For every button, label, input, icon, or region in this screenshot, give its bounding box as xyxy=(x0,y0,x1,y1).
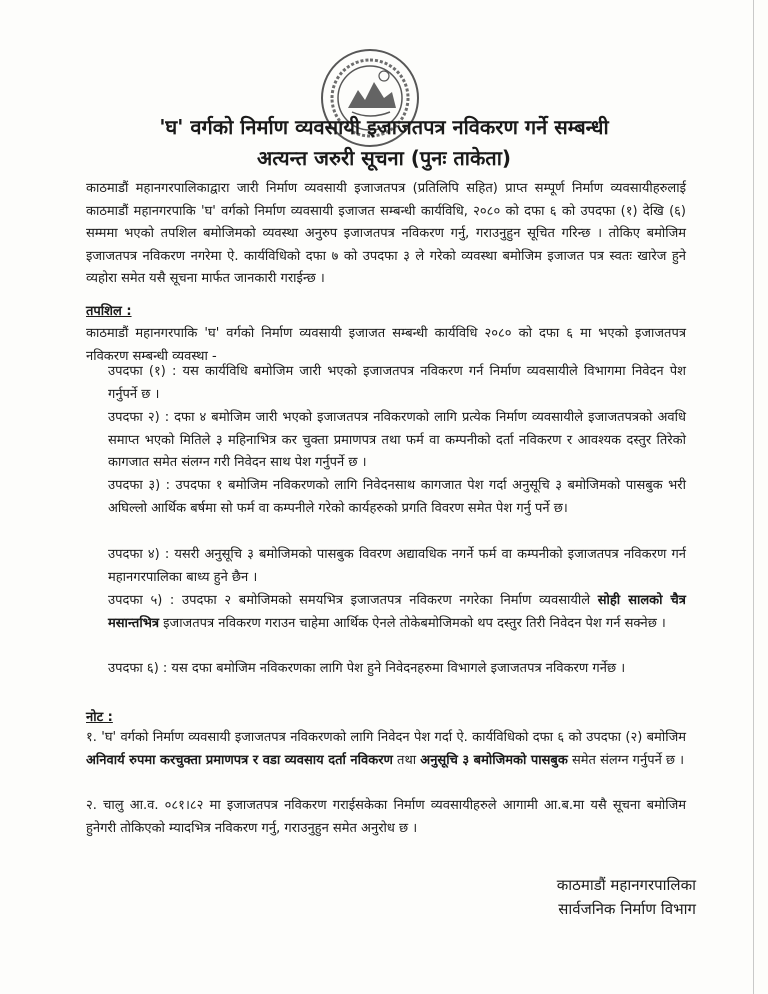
note-heading: नोट : xyxy=(86,710,113,725)
subclause-6: उपदफा ६) : यस दफा बमोजिम नविकरणका लागि पेश हुने निवेदनहरुमा विभागले इजाजतपत्र नविकरण गर्नेछ । xyxy=(108,661,626,676)
subclause-5-text-end: इजाजतपत्र नविकरण गराउन चाहेमा आर्थिक ऐनले तोकेबमोजिमको थप दस्तुर तिरी निवेदन पेश गर्न सक्नेछ । xyxy=(159,615,666,631)
note-1 xyxy=(86,727,686,772)
details-intro: काठमाडौं महानगरपाकि 'घ' वर्गको निर्माण व्यवसायी इजाजत सम्बन्धी कार्यविधि २०८० को दफा ६ मा भएको इजाजतपत्र नविकरण सम्बन्धी व्यवस्था - xyxy=(86,326,686,364)
signature-office: काठमाडौं महानगरपालिका xyxy=(556,876,696,894)
subclause-5-text: उपदफा ५) : उपदफा २ बमोजिमको समयभित्र इजाजतपत्र नविकरण नगरेका निर्माण व्यवसायीले xyxy=(108,593,598,608)
note-1-text: १. 'घ' वर्गको निर्माण व्यवसायी इजाजतपत्र नविकरणको लागि निवेदन पेश गर्दा ऐ. कार्यविधिको दफा ६ को उपदफा (२) बमोजिम xyxy=(86,730,686,745)
details-heading: तपशिल : xyxy=(86,304,132,319)
note-1-passbook: अनुसूचि ३ बमोजिमको पासबुक xyxy=(420,752,568,768)
note-1-required-docs: अनिवार्य रुपमा करचुक्ता प्रमाणपत्र र वडा व्यवसाय दर्ता नविकरण xyxy=(86,752,393,768)
note-1-text-end: समेत संलग्न गर्नुपर्ने छ । xyxy=(567,752,685,768)
note-2: २. चालु आ.व. ०८१।८२ मा इजाजतपत्र नविकरण गराईसकेका निर्माण व्यवसायीहरुले आगामी आ.ब.मा यसै सूचना बमोजिम हुनेगरी तोकिएको म्यादभित्र नविकरण गर्नु, गराउनुहुन समेत अनुरोध छ । xyxy=(86,798,686,836)
note-1-conjunction: तथा xyxy=(392,752,421,768)
subclause-1: उपदफा (१) : यस कार्यविधि बमोजिम जारी भएको इजाजतपत्र नविकरण गर्न निर्माण व्यवसायीले विभागमा निवेदन पेश गर्नुपर्ने छ । xyxy=(108,364,686,402)
subclause-3: उपदफा ३) : उपदफा १ बमोजिम नविकरणको लागि निवेदनसाथ कागजात पेश गर्दा अनुसूचि ३ बमोजिमको पासबुक भरी अघिल्लो आर्थिक बर्षमा सो फर्म वा कम्पनीले गरेको कार्यहरुको प्रगति विवरण समेत पेश गर्नु पर्ने छ। xyxy=(108,478,686,516)
subclause-2: उपदफा २) : दफा ४ बमोजिम जारी भएको इजाजतपत्र नविकरणको लागि प्रत्येक निर्माण व्यवसायीले इजाजतपत्रको अवधि समाप्त भएको मितिले ३ महिनाभित्र कर चुक्ता प्रमाणपत्र तथा फर्म वा कम्पनीको दर्ता नविकरण र आवश्यक दस्तुर तिरेको कागजात समेत संलग्न गरी निवेदन साथ पेश गर्नुपर्ने छ । xyxy=(108,410,686,470)
subclause-5 xyxy=(108,590,686,635)
notice-title-line2: अत्यन्त जरुरी सूचना (पुनः ताकेता) xyxy=(256,146,512,170)
subclause-4: उपदफा ४) : यसरी अनुसूचि ३ बमोजिमको पासबुक विवरण अद्यावधिक नगर्ने फर्म वा कम्पनीको इजाजतपत्र नविकरण गर्न महानगरपालिका बाध्य हुने छैन । xyxy=(108,547,686,585)
notice-title-line1: 'घ' वर्गको निर्माण व्यवसायी इजाजतपत्र नविकरण गर्ने सम्बन्धी xyxy=(159,115,609,139)
signature-department: सार्वजनिक निर्माण विभाग xyxy=(558,900,696,918)
intro-paragraph: काठमाडौं महानगरपालिकाद्वारा जारी निर्माण व्यवसायी इजाजतपत्र (प्रतिलिपि सहित) प्राप्त सम्पूर्ण निर्माण व्यवसायीहरुलाई काठमाडौं महानगरपाकि 'घ' वर्गको निर्माण व्यवसायी इजाजत सम्बन्धी कार्यविधि, २०८० को दफा ६ को उपदफा (१) देखि (६) सम्ममा भएको तपशिल बमोजिमको व्यवस्था अनुरुप इजाजतपत्र नविकरण गर्नु, गराउनुहुन सूचित गरिन्छ । तोकिए बमोजिम इजाजतपत्र नविकरण नगरेमा ऐ. कार्यविधिको दफा ७ को उपदफा ३ ले गरेको व्यवस्था बमोजिम इजाजत पत्र स्वतः खारेज हुने व्यहोरा समेत यसै सूचना मार्फत जानकारी गराईन्छ । xyxy=(86,181,686,286)
subclause-5-deadline: सोही सालको चैत्र मसान्तभित्र xyxy=(108,593,686,631)
